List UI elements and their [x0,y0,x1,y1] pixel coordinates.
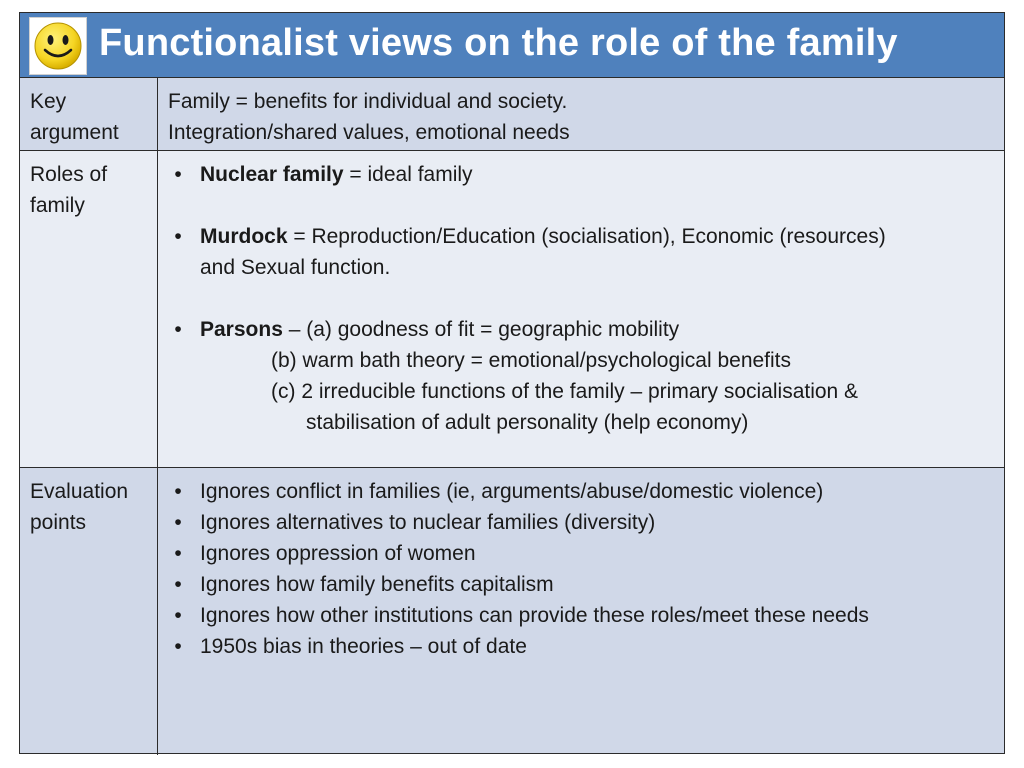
bullet-icon: • [174,163,182,186]
evaluation-point: Ignores alternatives to nuclear families (diversity) [200,511,656,534]
title-bar [20,13,1004,78]
key-argument-line: Integration/shared values, emotional needs [168,121,570,144]
row-label-key-argument: Key argument [30,90,119,144]
bullet-icon: • [174,511,182,534]
evaluation-list [168,476,992,662]
parsons-c-continuation: stabilisation of adult personality (help economy) [306,411,749,434]
row-label-evaluation: Evaluation points [30,480,129,534]
list-item [168,569,992,600]
page-title: Functionalist views on the role of the family [99,22,898,64]
evaluation-point: 1950s bias in theories – out of date [200,635,527,658]
bullet-icon: • [174,604,182,627]
term-murdock: Murdock [200,225,288,248]
parsons-a-text: – (a) goodness of fit = geographic mobility [282,318,680,341]
parsons-c-text: (c) 2 irreducible functions of the family – primary socialisation & [271,380,859,403]
roles-content [168,159,992,438]
smiley-face-icon [29,17,87,75]
bullet-icon: • [174,318,182,341]
key-argument-line: Family = benefits for individual and society. [168,90,568,113]
murdock-continuation: and Sexual function. [200,256,391,279]
list-item [168,538,992,569]
bullet-icon: • [174,480,182,503]
evaluation-point: Ignores how family benefits capitalism [200,573,554,596]
row-label-roles: Roles of family [30,163,108,217]
row-key-argument [20,78,1004,151]
key-argument-content [168,86,992,148]
evaluation-point: Ignores oppression of women [200,542,476,565]
evaluation-point: Ignores how other institutions can provide these roles/meet these needs [200,604,869,627]
list-item [168,631,992,662]
bullet-icon: • [174,635,182,658]
bullet-icon: • [174,573,182,596]
term-nuclear-family: Nuclear family [200,163,344,186]
bullet-murdock [168,221,992,252]
row-roles-of-family [20,151,1004,468]
bullet-icon: • [174,225,182,248]
functionalist-table [19,12,1005,754]
row-evaluation-points [20,468,1004,753]
murdock-text: = Reproduction/Education (socialisation), Economic (resources) [287,225,886,248]
bullet-icon: • [174,542,182,565]
parsons-b-text: (b) warm bath theory = emotional/psychological benefits [271,349,792,372]
bullet-parsons [168,314,992,345]
term-parsons: Parsons [200,318,283,341]
list-item [168,476,992,507]
list-item [168,600,992,631]
evaluation-point: Ignores conflict in families (ie, arguments/abuse/domestic violence) [200,480,824,503]
nuclear-family-text: = ideal family [343,163,473,186]
bullet-nuclear-family [168,159,992,190]
column-divider [157,78,158,755]
list-item [168,507,992,538]
